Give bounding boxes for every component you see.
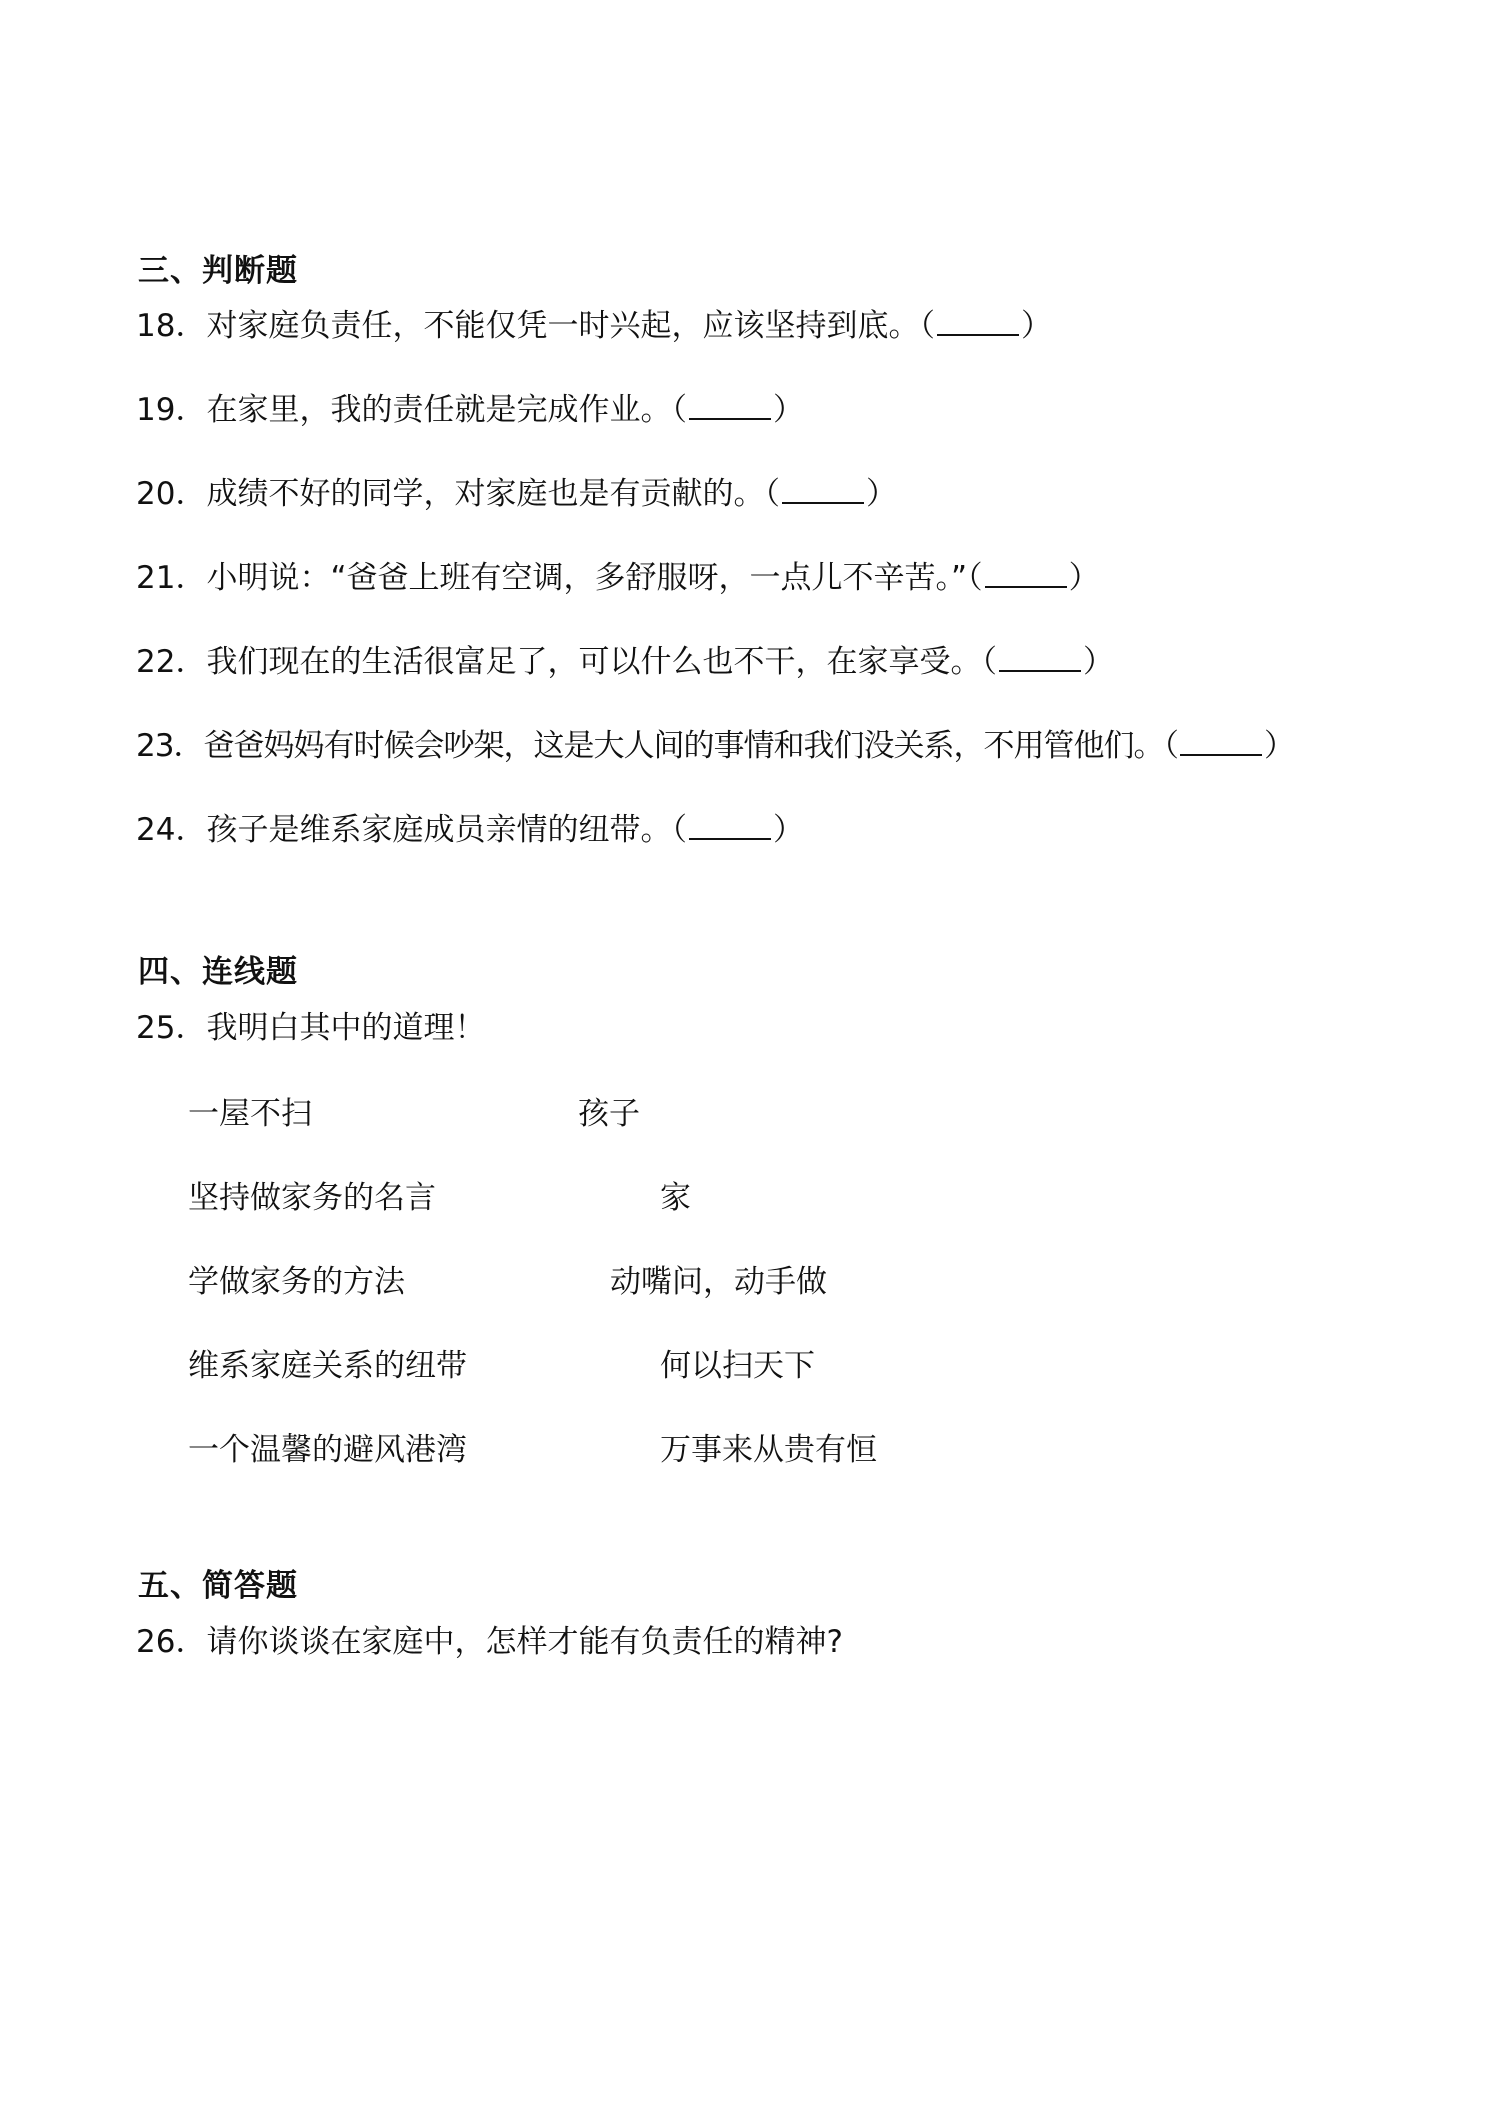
question-text: 爸爸妈妈有时候会吵架，这是大人间的事情和我们没关系，不用管他们。	[203, 728, 1164, 764]
question-number: 26．	[136, 1624, 207, 1660]
question-text: 小明说：“爸爸上班有空调，多舒服呀，一点儿不辛苦。”	[206, 560, 968, 596]
question-22	[136, 636, 1114, 681]
close-paren: ）	[1020, 308, 1052, 344]
question-number: 18．	[136, 308, 207, 344]
answer-blank[interactable]	[985, 558, 1067, 588]
question-25	[136, 1002, 485, 1047]
answer-blank[interactable]	[782, 474, 864, 504]
question-19	[136, 384, 804, 429]
section-title-short-answer: 五、简答题	[138, 1568, 298, 1604]
question-text: 对家庭负责任，不能仅凭一时兴起，应该坚持到底。	[206, 308, 920, 344]
close-paren: ）	[865, 476, 897, 512]
open-paren: （	[967, 560, 983, 596]
section-title-judgement: 三、判断题	[138, 253, 298, 289]
question-number: 20．	[136, 476, 207, 512]
question-26	[136, 1616, 843, 1661]
match-left-item[interactable]: 坚持做家务的名言	[188, 1180, 436, 1216]
open-paren: （	[671, 392, 687, 428]
question-24	[136, 804, 804, 849]
open-paren: （	[671, 812, 687, 848]
answer-blank[interactable]	[937, 306, 1019, 336]
question-number: 22．	[136, 644, 207, 680]
open-paren: （	[981, 644, 997, 680]
match-left-item[interactable]: 维系家庭关系的纽带	[188, 1348, 467, 1384]
question-text: 成绩不好的同学，对家庭也是有贡献的。	[206, 476, 765, 512]
close-paren: ）	[1068, 560, 1100, 596]
answer-blank[interactable]	[999, 642, 1081, 672]
question-text: 请你谈谈在家庭中，怎样才能有负责任的精神?	[206, 1624, 843, 1660]
answer-blank[interactable]	[689, 390, 771, 420]
match-right-item[interactable]: 何以扫天下	[660, 1348, 815, 1384]
close-paren: ）	[772, 392, 804, 428]
open-paren: （	[1163, 728, 1178, 764]
match-left-item[interactable]: 一屋不扫	[188, 1096, 312, 1132]
match-left-item[interactable]: 一个温馨的避风港湾	[188, 1432, 467, 1468]
question-21	[136, 552, 1100, 597]
close-paren: ）	[1082, 644, 1114, 680]
question-text: 我们现在的生活很富足了，可以什么也不干，在家享受。	[206, 644, 982, 680]
question-number: 21．	[136, 560, 207, 596]
question-number: 23．	[136, 728, 204, 764]
match-right-item[interactable]: 动嘴问，动手做	[610, 1264, 827, 1300]
question-20	[136, 468, 897, 513]
question-18	[136, 300, 1052, 345]
close-paren: ）	[772, 812, 804, 848]
match-right-item[interactable]: 万事来从贵有恒	[660, 1432, 877, 1468]
open-paren: （	[764, 476, 780, 512]
question-text: 在家里，我的责任就是完成作业。	[206, 392, 672, 428]
answer-blank[interactable]	[689, 810, 771, 840]
match-right-item[interactable]: 家	[660, 1180, 691, 1216]
match-right-item[interactable]: 孩子	[578, 1096, 640, 1132]
question-number: 25．	[136, 1010, 207, 1046]
question-number: 19．	[136, 392, 207, 428]
close-paren: ）	[1263, 728, 1294, 764]
open-paren: （	[919, 308, 935, 344]
question-text: 孩子是维系家庭成员亲情的纽带。	[206, 812, 672, 848]
answer-blank[interactable]	[1180, 726, 1262, 756]
match-left-item[interactable]: 学做家务的方法	[188, 1264, 405, 1300]
question-number: 24．	[136, 812, 207, 848]
section-title-matching: 四、连线题	[138, 954, 298, 990]
question-text: 我明白其中的道理！	[206, 1010, 486, 1046]
question-23	[136, 720, 1294, 765]
